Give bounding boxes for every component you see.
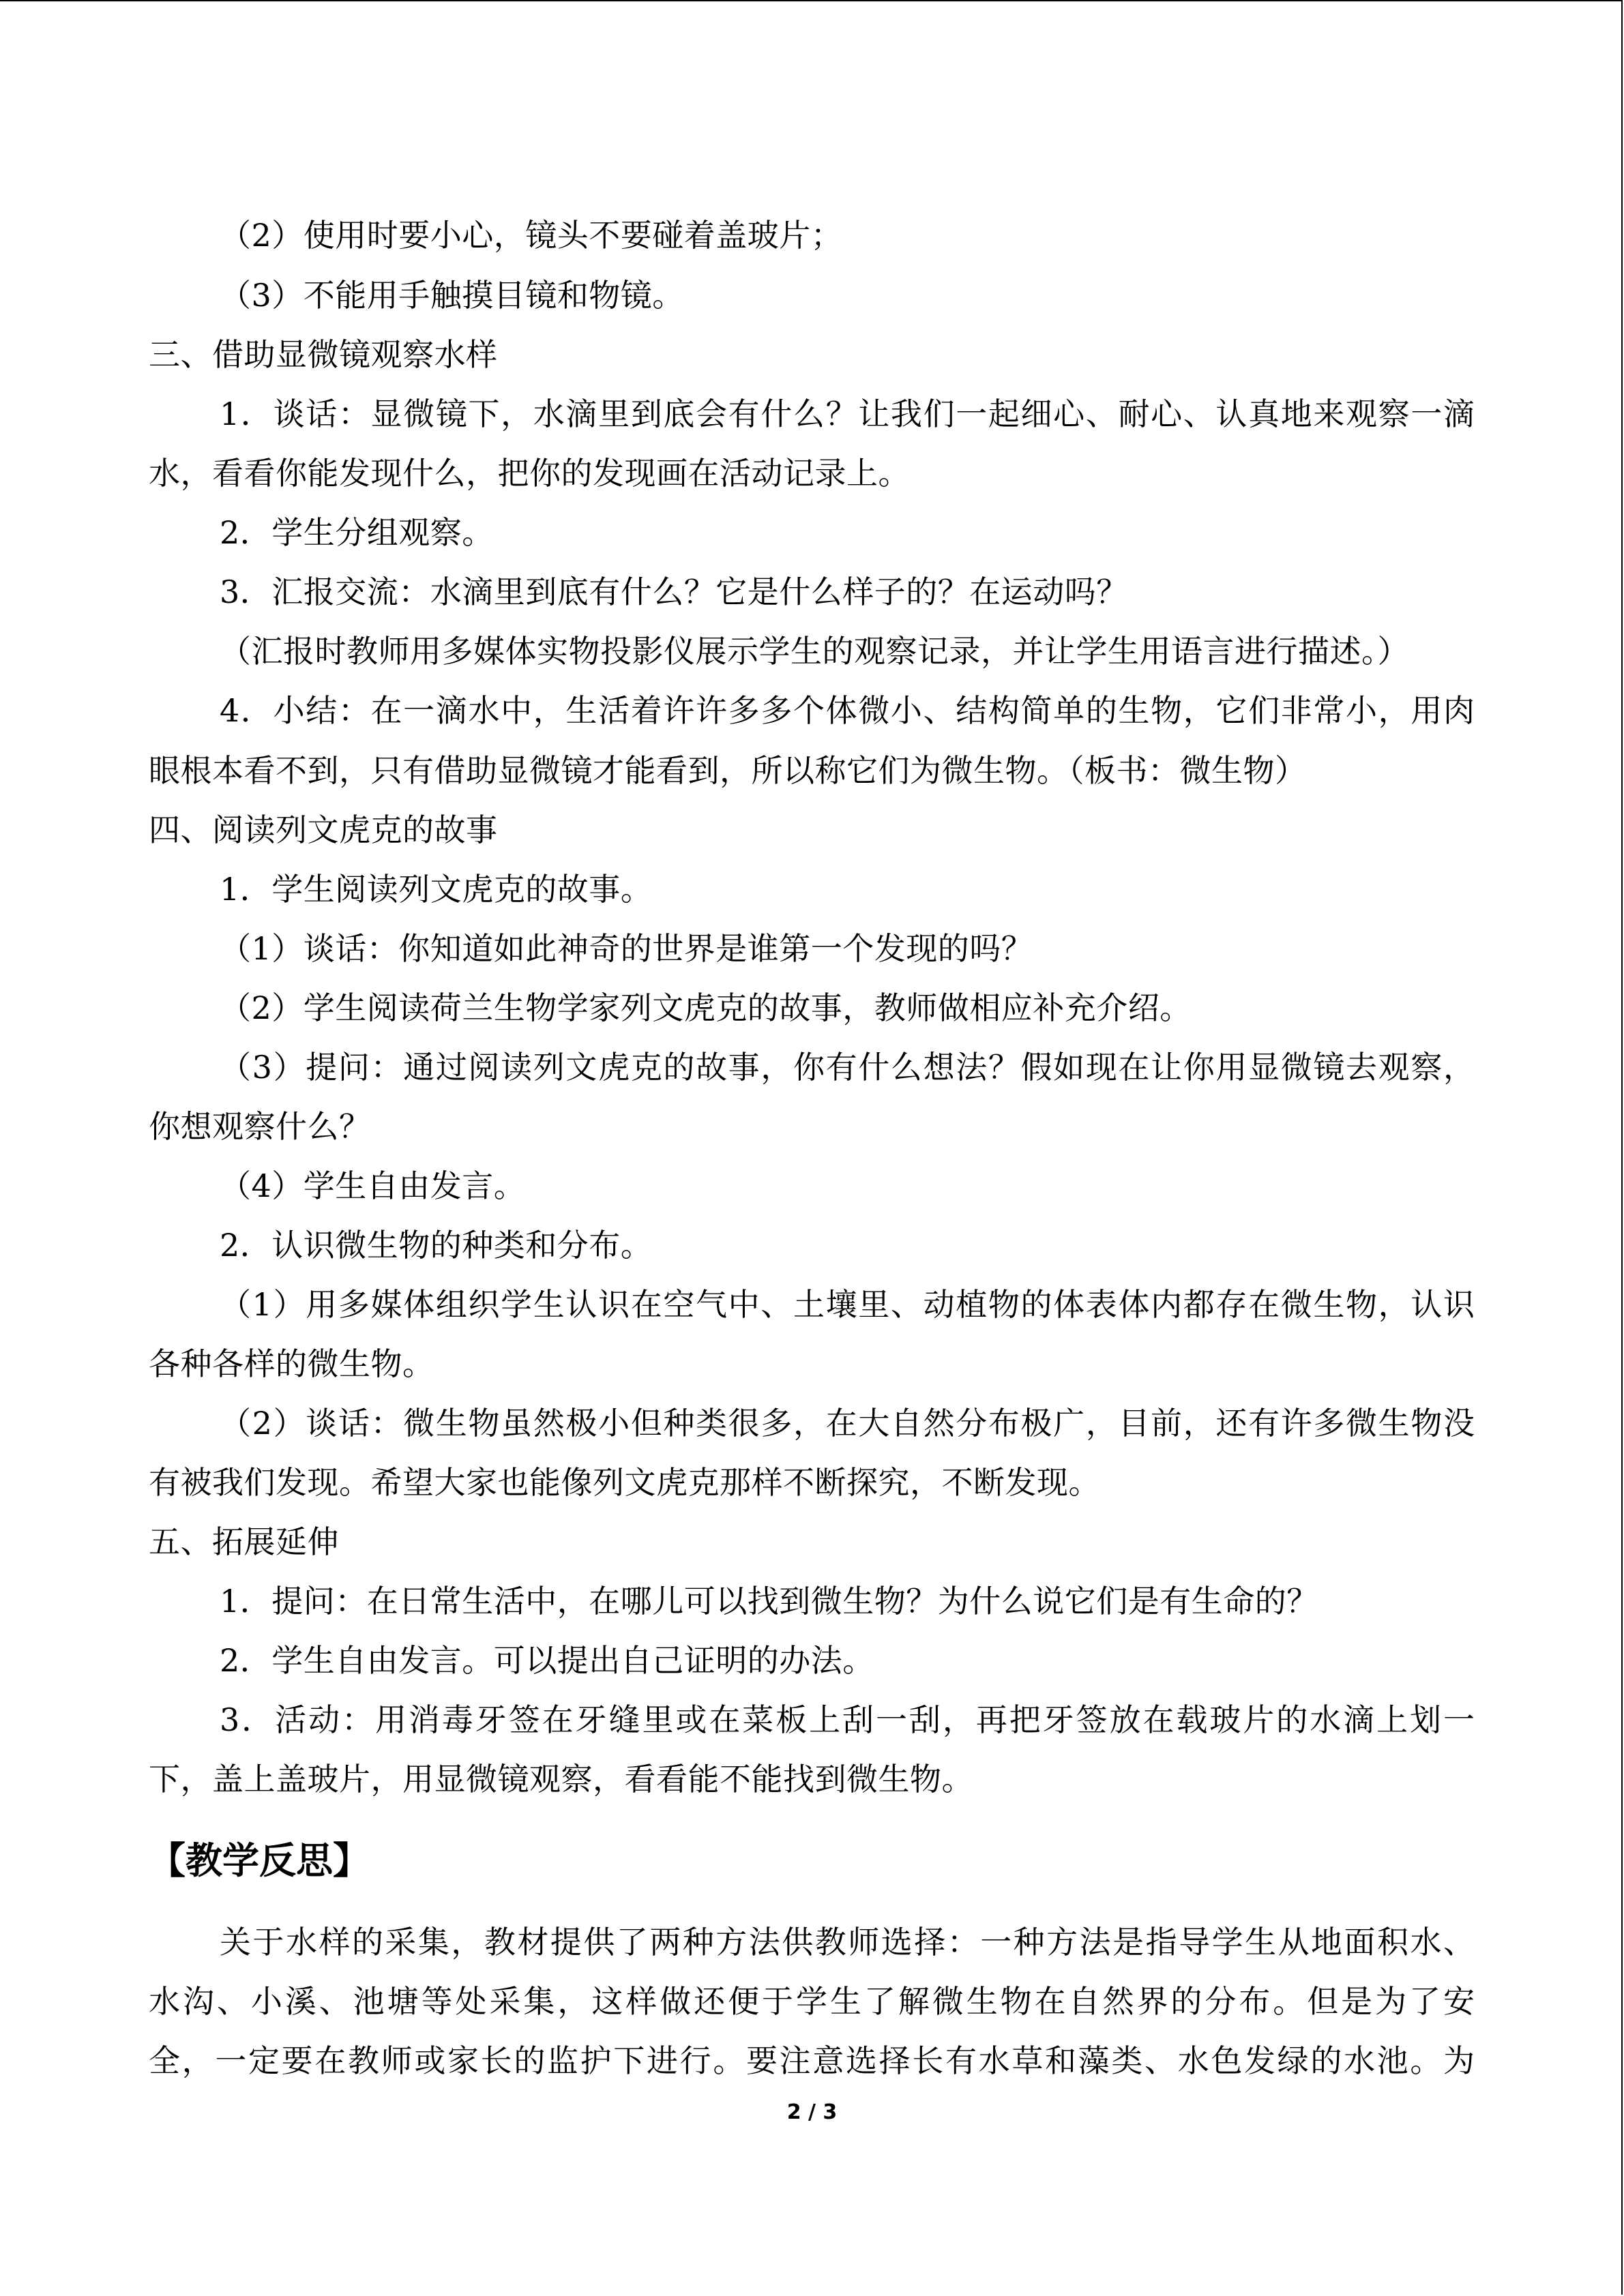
text-line: 有被我们发现。希望大家也能像列文虎克那样不断探究，不断发现。 <box>149 1464 1100 1501</box>
text-line: 水沟、小溪、池塘等处采集，这样做还便于学生了解微生物在自然界的分布。但是为了安 <box>149 1983 1475 2020</box>
text-line: 水，看看你能发现什么，把你的发现画在活动记录上。 <box>149 455 910 492</box>
text-line: 1．提问：在日常生活中，在哪儿可以找到微生物？为什么说它们是有生命的？ <box>220 1583 1318 1620</box>
reflection-heading: 【教学反思】 <box>149 1839 370 1882</box>
section-heading-5: 五、拓展延伸 <box>149 1523 339 1560</box>
text-line: （2）谈话：微生物虽然极小但种类很多，在大自然分布极广，目前，还有许多微生物没 <box>220 1405 1475 1442</box>
text-line: （2）学生阅读荷兰生物学家列文虎克的故事，教师做相应补充介绍。 <box>220 989 1192 1026</box>
text-line: （3）不能用手触摸目镜和物镜。 <box>220 277 684 314</box>
text-line: （3）提问：通过阅读列文虎克的故事，你有什么想法？假如现在让你用显微镜去观察， <box>220 1049 1475 1086</box>
section-heading-3: 三、借助显微镜观察水样 <box>149 336 498 373</box>
section-heading-4: 四、阅读列文虎克的故事 <box>149 811 498 848</box>
text-line: 1．学生阅读列文虎克的故事。 <box>220 871 653 908</box>
text-line: （1）用多媒体组织学生认识在空气中、土壤里、动植物的体表体内都存在微生物，认识 <box>220 1286 1475 1323</box>
text-line: 你想观察什么？ <box>149 1108 371 1145</box>
page-number: 2 / 3 <box>786 2100 838 2124</box>
text-line: 2．认识微生物的种类和分布。 <box>220 1227 653 1264</box>
text-line: （1）谈话：你知道如此神奇的世界是谁第一个发现的吗？ <box>220 930 1033 967</box>
text-line: 各种各样的微生物。 <box>149 1345 434 1382</box>
text-line: 眼根本看不到，只有借助显微镜才能看到，所以称它们为微生物。（板书：微生物） <box>149 752 1307 789</box>
text-line: 2．学生自由发言。可以提出自己证明的办法。 <box>220 1642 874 1679</box>
text-line: 4．小结：在一滴水中，生活着许许多多个体微小、结构简单的生物，它们非常小，用肉 <box>220 692 1475 729</box>
text-line: 全，一定要在教师或家长的监护下进行。要注意选择长有水草和藻类、水色发绿的水池。为 <box>149 2042 1475 2079</box>
text-line: （4）学生自由发言。 <box>220 1167 526 1204</box>
text-line: （汇报时教师用多媒体实物投影仪展示学生的观察记录，并让学生用语言进行描述。） <box>220 633 1409 670</box>
text-line: 3．汇报交流：水滴里到底有什么？它是什么样子的？在运动吗？ <box>220 573 1128 610</box>
text-line: 2．学生分组观察。 <box>220 514 494 551</box>
text-line: （2）使用时要小心，镜头不要碰着盖玻片； <box>220 217 843 254</box>
text-line: 关于水样的采集，教材提供了两种方法供教师选择：一种方法是指导学生从地面积水、 <box>220 1924 1475 1960</box>
text-line: 下，盖上盖玻片，用显微镜观察，看看能不能找到微生物。 <box>149 1761 973 1798</box>
text-line: 3．活动：用消毒牙签在牙缝里或在菜板上刮一刮，再把牙签放在载玻片的水滴上划一 <box>220 1701 1475 1738</box>
text-line: 1．谈话：显微镜下，水滴里到底会有什么？让我们一起细心、耐心、认真地来观察一滴 <box>220 396 1475 432</box>
